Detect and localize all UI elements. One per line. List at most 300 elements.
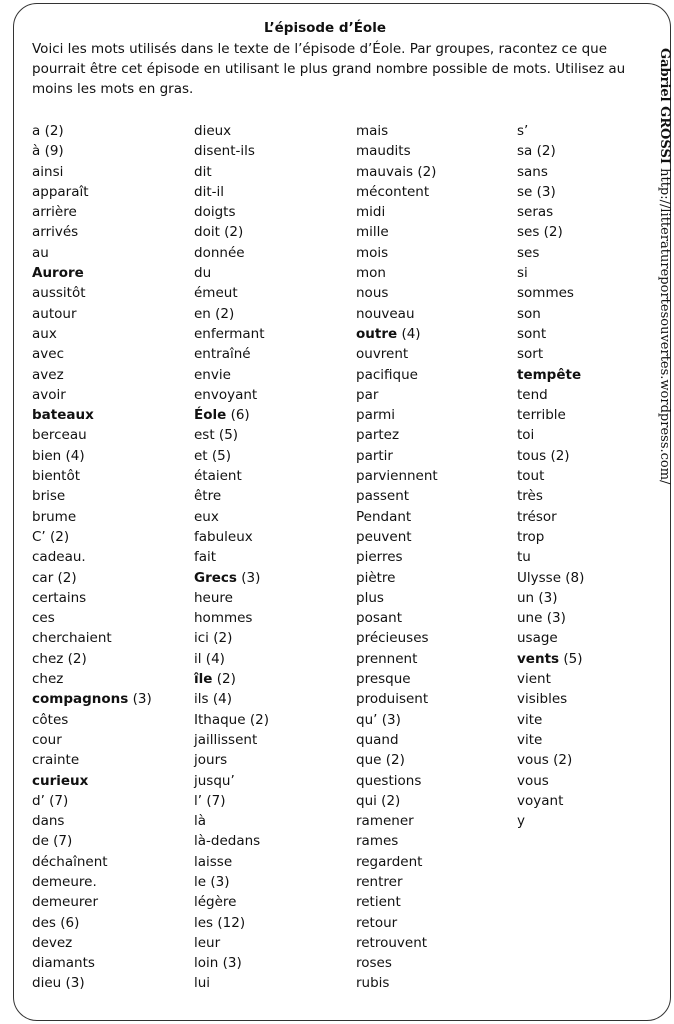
- word-item: [32, 933, 152, 953]
- word-count: (3): [128, 691, 152, 708]
- word-item: [194, 831, 269, 851]
- word-item: [32, 527, 152, 547]
- word-item: [356, 649, 438, 669]
- word-item: [356, 344, 438, 364]
- word-item: [32, 892, 152, 912]
- word-text: C’: [32, 528, 46, 545]
- word-text: il: [194, 650, 202, 667]
- word-text: nouveau: [356, 305, 415, 322]
- word-item: [356, 222, 438, 242]
- word-text: ses: [517, 224, 540, 241]
- word-item: [194, 527, 269, 547]
- word-item: [32, 710, 152, 730]
- word-text: vous: [517, 772, 549, 789]
- word-count: (2): [546, 447, 570, 464]
- word-text: produisent: [356, 691, 429, 708]
- word-item: [32, 344, 152, 364]
- word-count: (2): [376, 792, 401, 809]
- word-text: avoir: [32, 386, 66, 403]
- word-item: [517, 811, 584, 831]
- word-item: [517, 202, 584, 222]
- word-item: [194, 425, 269, 445]
- word-item: [517, 385, 584, 405]
- word-item: [194, 486, 269, 506]
- word-item: [517, 791, 584, 811]
- word-item: [32, 771, 152, 791]
- word-text: ces: [32, 610, 55, 627]
- word-item: [194, 669, 269, 689]
- word-item: [356, 507, 438, 527]
- word-text: l’: [194, 792, 203, 809]
- word-text: se: [517, 183, 533, 200]
- word-item: [194, 466, 269, 486]
- word-text: qui: [356, 792, 377, 809]
- word-text: leur: [194, 934, 221, 951]
- word-item: [32, 182, 152, 202]
- word-item: [194, 283, 269, 303]
- word-item: [32, 324, 152, 344]
- word-item: [356, 933, 438, 953]
- word-item: [356, 791, 438, 811]
- word-text: entraîné: [194, 346, 251, 363]
- word-text: crainte: [32, 752, 80, 769]
- word-item: [194, 628, 269, 648]
- word-item: [517, 365, 584, 385]
- word-item: [356, 730, 438, 750]
- word-text: car: [32, 569, 54, 586]
- word-item: [194, 588, 269, 608]
- word-item: [356, 324, 438, 344]
- word-text: rubis: [356, 975, 390, 992]
- word-item: [517, 710, 584, 730]
- word-text: ils: [194, 691, 209, 708]
- word-text: eux: [194, 508, 219, 525]
- word-item: [32, 973, 152, 993]
- word-text: à: [32, 143, 41, 160]
- word-text: lui: [194, 975, 211, 992]
- word-item: [194, 649, 269, 669]
- word-item: [517, 588, 584, 608]
- word-text: tempête: [517, 366, 582, 383]
- word-count: (2): [532, 143, 556, 160]
- word-item: [517, 344, 584, 364]
- word-text: curieux: [32, 772, 89, 789]
- word-text: étaient: [194, 468, 242, 485]
- word-text: doit: [194, 224, 220, 241]
- word-text: mauvais: [356, 163, 414, 180]
- word-column-2: [194, 121, 269, 994]
- word-item: [32, 507, 152, 527]
- word-text: chez: [32, 671, 64, 688]
- word-text: Éole: [194, 407, 227, 424]
- word-text: très: [517, 488, 543, 505]
- word-text: ici: [194, 630, 209, 647]
- word-text: visibles: [517, 691, 568, 708]
- word-text: et: [194, 447, 208, 464]
- word-text: compagnons: [32, 691, 129, 708]
- word-text: que: [356, 752, 382, 769]
- word-item: [194, 973, 269, 993]
- word-column-3: [356, 121, 438, 994]
- word-item: [194, 324, 269, 344]
- word-item: [356, 121, 438, 141]
- word-text: être: [194, 488, 222, 505]
- word-text: passent: [356, 488, 410, 505]
- word-item: [32, 446, 152, 466]
- word-text: en: [194, 305, 211, 322]
- word-text: sont: [517, 325, 547, 342]
- word-item: [32, 365, 152, 385]
- word-text: Ithaque: [194, 711, 246, 728]
- word-text: autour: [32, 305, 77, 322]
- word-item: [517, 628, 584, 648]
- word-text: toi: [517, 427, 535, 444]
- word-text: ses: [517, 244, 540, 261]
- word-item: [194, 913, 269, 933]
- word-text: jaillissent: [194, 731, 258, 748]
- word-item: [517, 304, 584, 324]
- word-text: plus: [356, 589, 384, 606]
- word-text: pierres: [356, 549, 403, 566]
- word-item: [194, 365, 269, 385]
- word-item: [517, 486, 584, 506]
- word-item: [356, 953, 438, 973]
- word-item: [356, 425, 438, 445]
- word-text: enfermant: [194, 325, 265, 342]
- word-count: (12): [213, 914, 246, 931]
- word-item: [32, 121, 152, 141]
- word-item: [194, 141, 269, 161]
- word-text: île: [194, 671, 213, 688]
- word-text: donnée: [194, 244, 245, 261]
- word-text: disent-ils: [194, 143, 255, 160]
- word-text: regardent: [356, 853, 423, 870]
- word-item: [194, 689, 269, 709]
- word-text: apparaît: [32, 183, 89, 200]
- word-count: (2): [381, 752, 405, 769]
- word-text: du: [194, 265, 212, 282]
- word-count: (2): [212, 671, 236, 688]
- word-item: [517, 425, 584, 445]
- word-text: cadeau.: [32, 549, 86, 566]
- word-text: partir: [356, 447, 393, 464]
- word-count: (2): [208, 630, 233, 647]
- word-text: hommes: [194, 610, 253, 627]
- word-text: vite: [517, 731, 543, 748]
- word-text: maudits: [356, 143, 411, 160]
- word-text: tout: [517, 468, 545, 485]
- word-item: [517, 507, 584, 527]
- word-item: [356, 710, 438, 730]
- word-text: quand: [356, 731, 399, 748]
- word-text: arrivés: [32, 224, 79, 241]
- word-item: [356, 689, 438, 709]
- word-count: (4): [61, 447, 85, 464]
- word-item: [356, 304, 438, 324]
- word-item: [32, 628, 152, 648]
- word-item: [356, 162, 438, 182]
- word-item: [356, 892, 438, 912]
- word-text: bientôt: [32, 468, 81, 485]
- word-item: [356, 527, 438, 547]
- word-count: (2): [548, 752, 573, 769]
- author-name: Gabriel GROSSI: [657, 48, 672, 164]
- side-credit: [657, 48, 672, 484]
- word-count: (2): [413, 163, 437, 180]
- word-item: [356, 771, 438, 791]
- word-text: brise: [32, 488, 66, 505]
- word-item: [32, 852, 152, 872]
- word-count: (4): [208, 691, 232, 708]
- word-text: heure: [194, 589, 233, 606]
- word-text: mille: [356, 224, 389, 241]
- word-item: [356, 547, 438, 567]
- word-item: [194, 730, 269, 750]
- word-text: nous: [356, 285, 389, 302]
- word-count: (4): [201, 650, 225, 667]
- word-item: [517, 283, 584, 303]
- word-text: loin: [194, 955, 219, 972]
- word-item: [517, 182, 584, 202]
- word-item: [517, 608, 584, 628]
- word-text: berceau: [32, 427, 87, 444]
- word-count: (2): [219, 224, 244, 241]
- word-item: [32, 547, 152, 567]
- word-text: avez: [32, 366, 64, 383]
- word-item: [194, 811, 269, 831]
- word-text: midi: [356, 204, 386, 221]
- word-text: doigts: [194, 204, 236, 221]
- word-text: brume: [32, 508, 77, 525]
- word-text: émeut: [194, 285, 238, 302]
- word-count: (3): [534, 589, 558, 606]
- word-text: voyant: [517, 792, 564, 809]
- word-count: (7): [44, 792, 69, 809]
- word-count: (3): [61, 975, 85, 992]
- word-text: diamants: [32, 955, 95, 972]
- word-text: ouvrent: [356, 346, 409, 363]
- word-item: [194, 791, 269, 811]
- word-text: mais: [356, 123, 389, 139]
- word-item: [356, 913, 438, 933]
- author-url: http://litteratureportesouvertes.wordpress.com/: [657, 168, 672, 485]
- word-text: outre: [356, 325, 398, 342]
- word-count: (8): [561, 569, 585, 586]
- word-item: [356, 283, 438, 303]
- word-text: tu: [517, 549, 531, 566]
- word-count: (2): [40, 123, 64, 139]
- word-count: (3): [218, 955, 242, 972]
- word-count: (2): [539, 224, 563, 241]
- word-count: (9): [40, 143, 64, 160]
- word-count: (3): [236, 569, 261, 586]
- word-item: [356, 202, 438, 222]
- word-count: (7): [48, 833, 73, 850]
- word-item: [194, 933, 269, 953]
- word-item: [356, 852, 438, 872]
- word-text: a: [32, 123, 41, 139]
- word-text: vents: [517, 650, 560, 667]
- word-text: par: [356, 386, 379, 403]
- word-text: dit-il: [194, 183, 224, 200]
- word-text: roses: [356, 955, 392, 972]
- word-text: d’: [32, 792, 45, 809]
- word-item: [194, 710, 269, 730]
- word-item: [32, 162, 152, 182]
- word-text: arrière: [32, 204, 77, 221]
- word-item: [32, 263, 152, 283]
- word-text: aussitôt: [32, 285, 86, 302]
- word-count: (2): [53, 569, 77, 586]
- word-item: [356, 365, 438, 385]
- word-text: sort: [517, 346, 544, 363]
- word-item: [517, 730, 584, 750]
- word-item: [517, 405, 584, 425]
- word-text: là-dedans: [194, 833, 261, 850]
- word-item: [356, 628, 438, 648]
- word-item: [194, 568, 269, 588]
- word-item: [32, 243, 152, 263]
- word-item: [32, 953, 152, 973]
- word-item: [32, 811, 152, 831]
- word-text: jours: [194, 752, 228, 769]
- word-item: [194, 162, 269, 182]
- word-item: [194, 182, 269, 202]
- word-item: [194, 202, 269, 222]
- word-text: posant: [356, 610, 402, 627]
- word-text: le: [194, 873, 207, 890]
- word-column-1: [32, 121, 152, 994]
- word-text: Aurore: [32, 265, 84, 282]
- word-item: [356, 831, 438, 851]
- word-text: sommes: [517, 285, 574, 302]
- word-item: [32, 304, 152, 324]
- word-text: usage: [517, 630, 558, 647]
- word-count: (2): [210, 305, 235, 322]
- word-item: [517, 771, 584, 791]
- word-text: vite: [517, 711, 543, 728]
- word-item: [356, 872, 438, 892]
- word-text: aux: [32, 325, 57, 342]
- word-text: cherchaient: [32, 630, 112, 647]
- word-item: [32, 405, 152, 425]
- word-text: retient: [356, 894, 401, 911]
- word-item: [32, 202, 152, 222]
- word-item: [356, 608, 438, 628]
- word-item: [32, 385, 152, 405]
- word-count: (6): [55, 914, 80, 931]
- word-text: seras: [517, 204, 554, 221]
- word-text: s’: [517, 123, 529, 139]
- word-count: (2): [45, 528, 70, 545]
- word-text: Ulysse: [517, 569, 561, 586]
- word-text: sans: [517, 163, 548, 180]
- word-item: [194, 771, 269, 791]
- word-count: (3): [206, 873, 230, 890]
- word-item: [517, 324, 584, 344]
- word-item: [194, 243, 269, 263]
- word-item: [194, 405, 269, 425]
- word-item: [194, 121, 269, 141]
- word-text: trésor: [517, 508, 557, 525]
- word-text: les: [194, 914, 214, 931]
- word-item: [194, 852, 269, 872]
- word-item: [32, 831, 152, 851]
- word-text: questions: [356, 772, 422, 789]
- word-text: si: [517, 265, 528, 282]
- word-text: rames: [356, 833, 399, 850]
- word-item: [356, 568, 438, 588]
- word-item: [194, 385, 269, 405]
- word-item: [517, 466, 584, 486]
- word-text: rentrer: [356, 873, 403, 890]
- word-item: [32, 588, 152, 608]
- word-text: mon: [356, 265, 386, 282]
- word-text: Grecs: [194, 569, 237, 586]
- word-text: côtes: [32, 711, 69, 728]
- word-text: Pendant: [356, 508, 412, 525]
- word-item: [356, 385, 438, 405]
- word-text: tous: [517, 447, 547, 464]
- word-count: (7): [202, 792, 226, 809]
- word-item: [32, 689, 152, 709]
- word-text: précieuses: [356, 630, 429, 647]
- word-item: [356, 466, 438, 486]
- word-text: dit: [194, 163, 212, 180]
- word-text: légère: [194, 894, 237, 911]
- word-text: ainsi: [32, 163, 64, 180]
- word-text: envie: [194, 366, 231, 383]
- word-item: [32, 669, 152, 689]
- word-text: retrouvent: [356, 934, 428, 951]
- word-text: parmi: [356, 407, 396, 424]
- word-item: [356, 243, 438, 263]
- word-item: [517, 568, 584, 588]
- word-count: (3): [542, 610, 566, 627]
- word-item: [517, 243, 584, 263]
- word-count: (2): [63, 650, 87, 667]
- word-item: [517, 263, 584, 283]
- word-item: [194, 222, 269, 242]
- word-item: [356, 973, 438, 993]
- word-item: [517, 527, 584, 547]
- word-text: de: [32, 833, 49, 850]
- word-text: bien: [32, 447, 62, 464]
- word-item: [194, 872, 269, 892]
- word-item: [194, 608, 269, 628]
- word-count: (5): [214, 427, 239, 444]
- word-item: [32, 466, 152, 486]
- word-text: bateaux: [32, 407, 94, 424]
- word-text: est: [194, 427, 215, 444]
- word-item: [517, 669, 584, 689]
- word-text: déchaînent: [32, 853, 108, 870]
- word-item: [356, 669, 438, 689]
- word-text: fabuleux: [194, 528, 253, 545]
- word-text: terrible: [517, 407, 566, 424]
- word-item: [517, 141, 584, 161]
- word-item: [517, 689, 584, 709]
- word-count: (3): [377, 711, 401, 728]
- word-text: envoyant: [194, 386, 258, 403]
- word-text: parviennent: [356, 468, 438, 485]
- word-text: vous: [517, 752, 549, 769]
- word-item: [356, 446, 438, 466]
- word-item: [32, 283, 152, 303]
- word-item: [356, 141, 438, 161]
- word-column-4: [517, 121, 584, 831]
- word-text: qu’: [356, 711, 378, 728]
